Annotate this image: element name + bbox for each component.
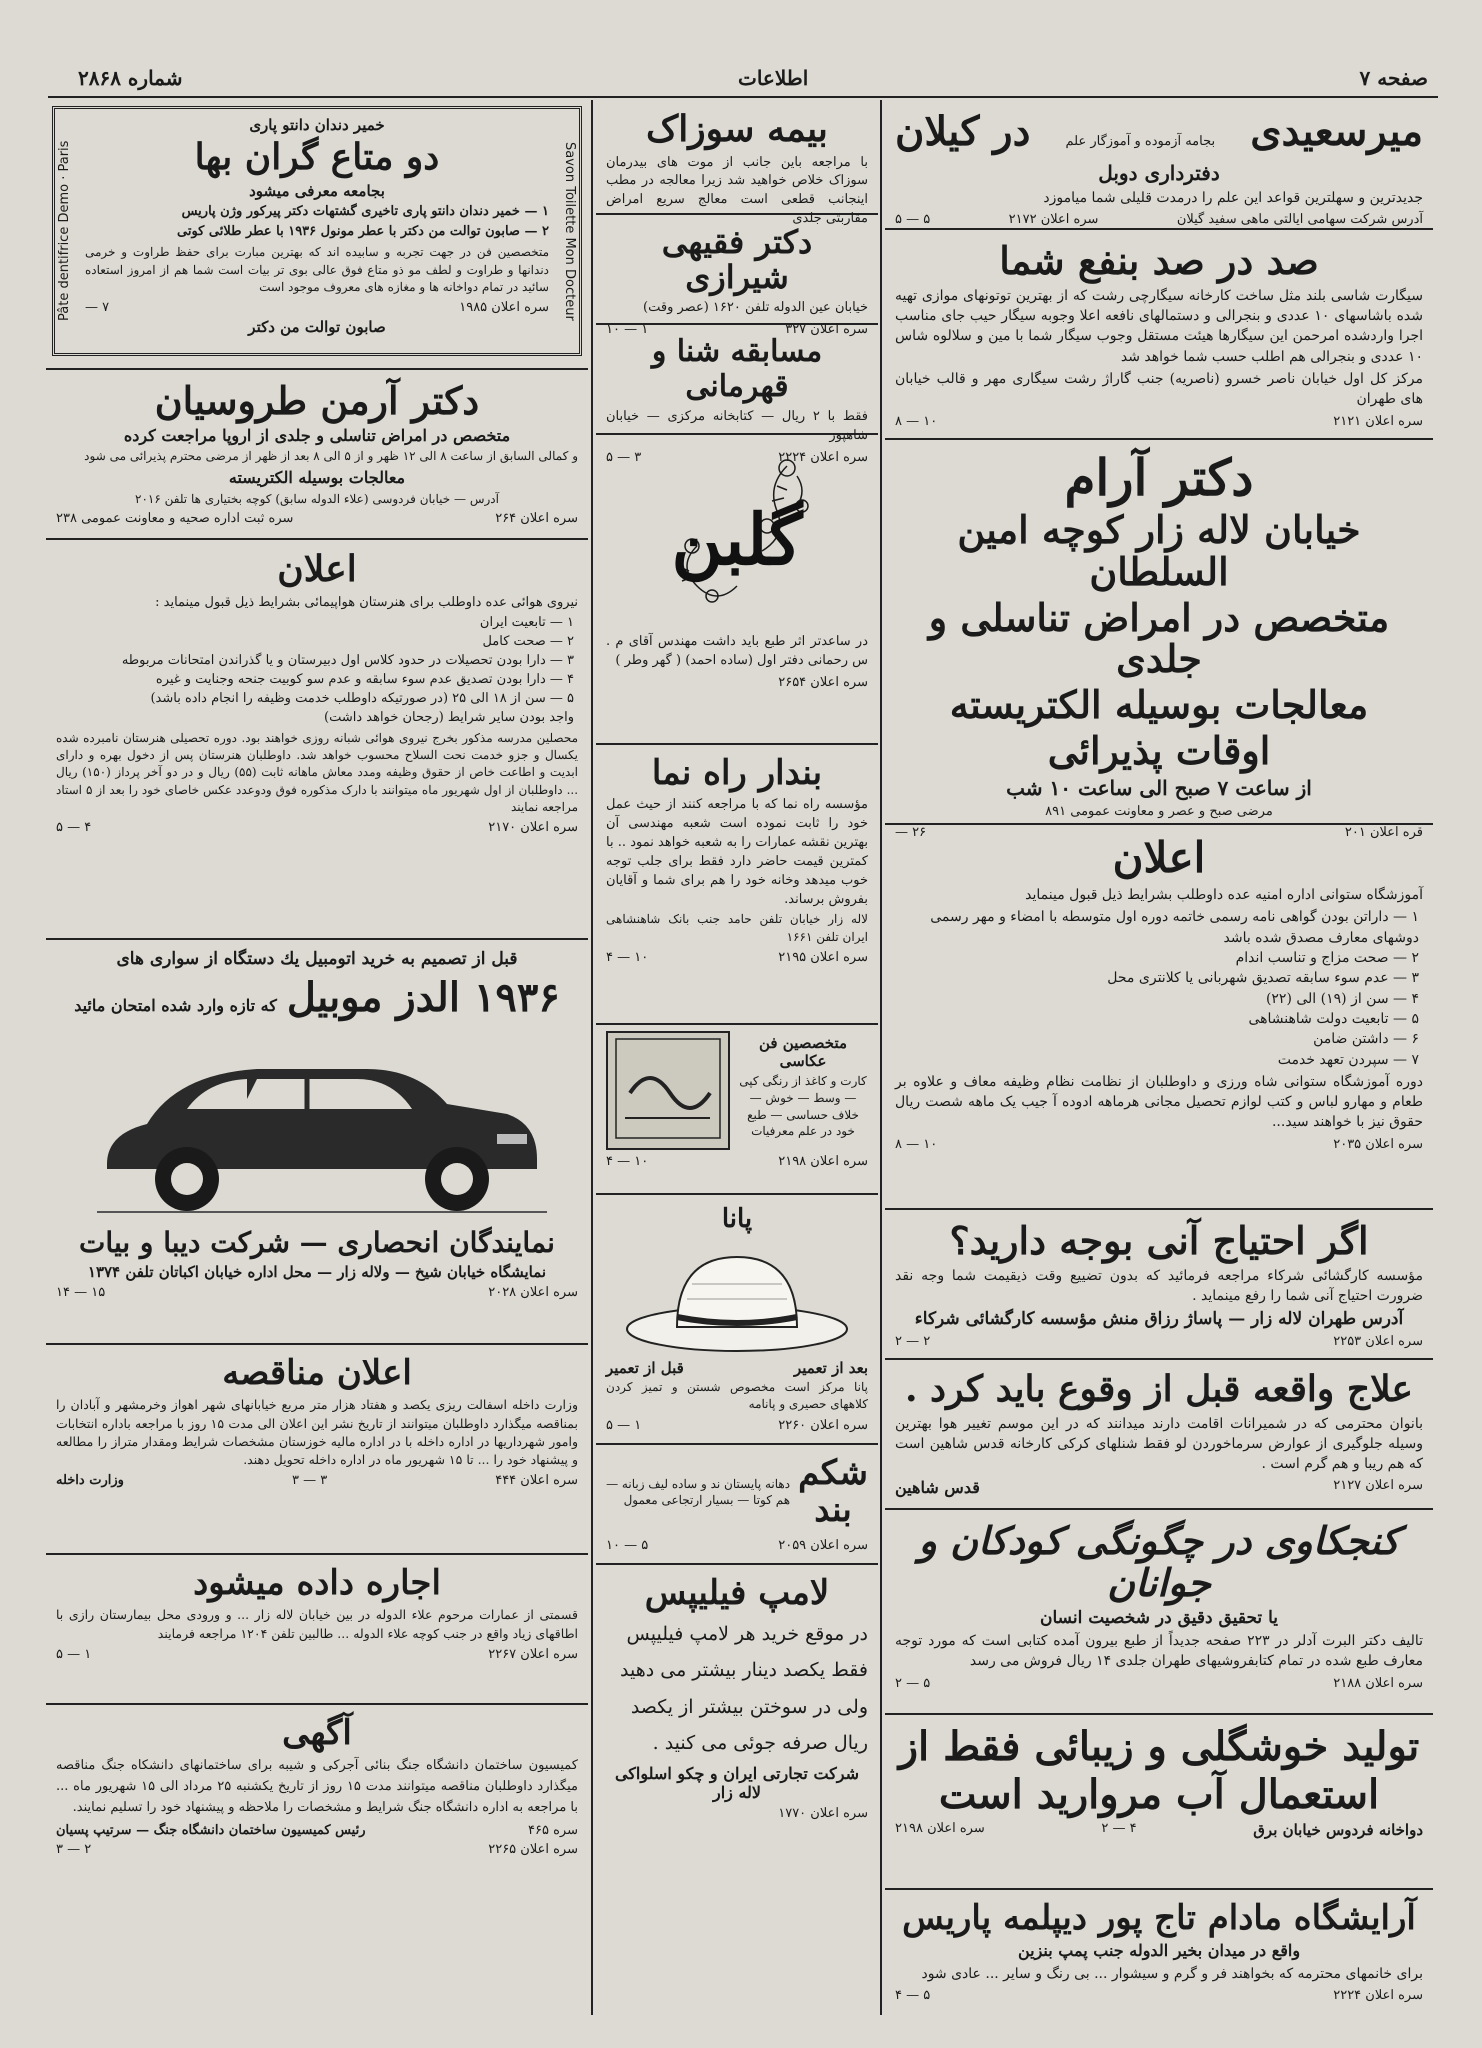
ad-line: اوقات پذیرائی [1047,727,1271,773]
ad-line: که تازه وارد شده امتحان مائید [74,996,277,1016]
ad-line: تولید خوشگلی و زیبائی فقط از [898,1723,1420,1770]
ad-title: دو متاع گران بها [194,136,440,178]
ad-code: ۵ — ۲ [895,1675,931,1691]
ad-label: قبل از تعمیر [606,1358,684,1377]
ad-ref: سره اعلان ۲۱۸۸ [1333,1675,1423,1691]
ad-title: اعلان [1112,833,1206,882]
ad-title-2: در کیلان [895,108,1031,155]
ad-address: دواخانه فردوس خیابان برق [1253,1821,1423,1839]
ad-text: متخصصین فن در جهت تجربه و سابیده اند که بهترین مبارت برای حفظ طراوت و خرمی دندانها و طراوت و لطف مو ذو متاع فوق عالی بوی تر بیات است شما هم از امروز استعاده سائید در تمام دواخانه ها و مغازه های معروف موجود است [85,245,550,295]
ad-address: آدرس شرکت سهامی ایالتی ماهی سفید گیلان [1176,212,1423,228]
ad-ref: سره اعلان ۲۶۴ [495,511,578,527]
list-item: ۵ — سن از ۱۸ الی ۲۵ (در صورتیکه داوطلب خدمت وظیفه را انجام داده باشد) [150,690,574,706]
ad-line: ۱ — خمیر دندان دانتو پاری تاخیری گشتهات دکتر پیرکور وژن پاریس [181,203,549,219]
paper-name: اطلاعات [738,66,809,90]
logo-text: گلبن [671,498,803,581]
list-item: ۱ — تابعیت ایران [479,615,574,631]
ad-ref: سره اعلان ۲۰۳۵ [1333,1136,1423,1152]
ad-text: در ساعدتر اثر طبع باید داشت مهندس آقای م . س رحمانی دفتر اول (ساده احمد) ( گهر وطر ) [606,634,868,668]
ad-text: کارت و کاغذ از رنگی کپی — وسط — خوش — خلاف حساسی — طبع خود در علم معرفیات [739,1074,867,1139]
ad-line: خیابان لاله زار کوچه امین السلطان [957,507,1361,594]
ad-signature: رئیس کمیسیون ساختمان دانشگاه جنگ — سرتیپ پسیان [56,1822,366,1838]
ad-code: ۲ — ۲ [895,1333,931,1349]
ad-title: اجاره داده میشود [193,1563,441,1603]
ad-title: صد در صد بنفع شما [999,238,1319,283]
ad-intro: آموزشگاه ستوانی اداره امنیه عده داوطلب بشرایط ذیل قبول مینماید [1025,887,1423,904]
ad-address: مرکز کل اول خیابان ناصر خسرو (ناصریه) جنب گاراژ رشت سیگاری مهر و قالب خیابان های طهران [895,370,1423,408]
ad-konjkavi [885,1510,1433,1715]
ad-brand: پانا [721,1204,753,1234]
ad-code: ۱۵ — ۱۴ [56,1285,106,1301]
ad-akasi [596,1025,878,1195]
ad-agent: نمایندگان انحصاری — شرکت دیبا و بیات [79,1226,555,1260]
ad-text: فقط با ۲ ریال — کتابخانه مرکزی — خیابان شاهپور [606,409,868,443]
ad-mosabeghe [596,325,878,465]
ad-title: اعلان [277,548,357,590]
ad-code: ۱۰ — ۸ [895,413,938,429]
ad-hours: از ساعت ۷ صبح الی ساعت ۱۰ شب [1006,775,1312,800]
ad-title: لامپ فیلیپس [644,1573,830,1613]
camera-logo-icon [610,1033,726,1144]
ad-ref: سره اعلان ۲۲۶۰ [778,1417,868,1433]
ad-line: معالجات بوسیله الکتریسته [228,468,406,488]
ad-morvarid [885,1715,1433,1890]
ad-faghihi [596,215,878,338]
ad-title: علاج واقعه قبل از وقوع باید کرد . [904,1368,1414,1410]
ad-title: بندار راه نما [651,753,823,793]
ad-ref: قره اعلان ۲۰۱ [1344,824,1423,840]
ad-text: پانا مرکز است مخصوص شستن و تمیز کردن کلاههای حصیری و پانامه [606,1379,868,1412]
ad-signature: وزارت داخله [56,1472,124,1488]
column-left [46,100,588,2015]
column-right [885,100,1433,2015]
column-rule [591,100,593,2015]
ad-bottom-line: صابون توالت من دکتر [248,318,386,337]
ad-ref: سره اعلان ۱۷۷۰ [778,1806,868,1822]
ad-text: وزارت داخله اسفالت ریزی یکصد و هفتاد هزار متر مربع خیابانهای شهر اهواز وخرمشهر و آبادان را بمناقصه میگذارد داوطلبان میتوانند از تاریخ نشر این اعلان الی مدت ۱۵ روز با مراجعه باداره انتخابات وامور شهرداریها در اداره داخله با در اداره مالیه خوزستان مشخصات شرایط ومقدار متراز را مطالعه و پیشنهاد خود را ... تا ۱۵ شهریور ماه در اداره داخله تحویل دهند. [56,1397,579,1467]
ad-text: در موقع خرید هر لامپ فیلیپس فقط یکصد دینار بیشتر می دهید ولی در سوختن بیشتر از یکصد ریال صرفه جوئی می کنید . [620,1623,868,1754]
ad-tajpur [885,1890,1433,2015]
ad-elan-havaii [46,540,588,940]
ad-title: مسابقه شنا و قهرمانی [651,334,823,404]
car-icon [77,1024,557,1224]
page-number: صفحه ۷ [1359,66,1428,90]
ad-code: ۱ — ۱۰ [606,322,649,338]
ad-oldsmobile [46,940,588,1345]
list-item: ۱ — داراتن بودن گواهی نامه رسمی خاتمه دوره اول متوسطه با امضاء و مهر رسمی دوشهای معارف مصدق شده باشد [930,909,1419,946]
ad-ejare [46,1555,588,1705]
ad-pana [596,1195,878,1445]
ad-title: دکتر آرام [1064,448,1254,507]
ad-address: آدرس — خیابان فردوسی (علاء الدوله سابق) کوچه بختیاری ها تلفن ۲۰۱۶ [135,491,499,506]
ad-intro: نیروی هوائی عده داوطلب برای هنرستان هواپیمائی بشرایط ذیل قبول مینماید : [155,594,578,610]
ad-shekamband [596,1445,878,1565]
ad-ref: سره اعلان ۲۶۵۴ [778,674,868,690]
ad-title: میرسعیدی [1250,108,1423,155]
ad-armen [46,370,588,540]
ad-code: ۵ — ۵ [895,212,931,228]
ad-text: تالیف دکتر البرت آدلر در ۲۲۳ صفحه جدیداً از طبع بیرون آمده کتابی است که مورد توجه معارف طبع شده در تمام کتابفروشیهای طهران جلدی ۱۴ ریال فروش می رسد [895,1632,1423,1670]
ad-text: برای خانمهای محترمه که بخواهند فر و گرم و سیشوار ... بی رنگ و سایر ... عادی شود [921,1965,1423,1982]
ad-ref: سره اعلان ۲۲۲۴ [1333,1987,1423,2003]
ad-elaj [885,1360,1433,1510]
list-item: ۲ — صحت مزاج و تناسب اندام [1235,950,1419,967]
list-item: ۷ — سپردن تعهد خدمت [1277,1051,1419,1068]
ad-code: ۵ — ۱۰ [606,1537,649,1553]
ad-code: ۱۰ — ۴ [606,950,649,966]
ad-ref: سره اعلان ۴۴۴ [495,1472,578,1488]
ad-code: ۱ — ۵ [606,1417,642,1433]
ad-ref: سره اعلان ۳۲۷ [785,322,868,338]
ad-khamir [46,100,588,370]
ad-ref: سره اعلان ۲۲۶۷ [488,1646,578,1662]
ad-title: شکم بند [798,1453,868,1531]
list-item: واجد بودن سایر شرایط (رجحان خواهد داشت) [324,709,574,725]
ad-subtitle: یا تحقیق دقیق در شخصیت انسان [1040,1607,1278,1628]
ad-bandar [596,745,878,1025]
ad-subtitle: بجامه آزموده و آموزگار علم [1065,134,1216,149]
ad-philips [596,1565,878,2015]
ad-text: بانوان محترمی که در شمیرانات اقامت دارند میدانند که در این موسم تغییر هوا بهترین وسیله جلوگیری از عوارض سرماخوردن لو فقط شنلهای کرکی کارخانه قدس شاهین است که هم ریبا و هم گرم است . [895,1415,1423,1473]
ad-code: ۲ — ۳ [56,1841,92,1857]
ad-title: کنجکاوی در چگونگی کودکان و جوانان [918,1518,1400,1605]
ad-top-line: خمیر دندان دانتو پاری [249,116,385,134]
ad-text: کمیسیون ساختمان دانشگاه جنگ بنائی آجرکی و شیبه برای ساختمانهای دانشکاه جنگ مناقصه میگذارد داوطلبان مناقصه میتوانند مدت ۱۵ روز از تاریخ یکشنبه ۲۵ مرداد الی ۱۵ شهریور ماه ... با مراجعه به اداره دانشگاه جنگ شرایط و مشخصات را ملاحظه و پیشنهاد خود را تسلیم نمایند. [56,1758,578,1815]
ad-title: متخصصین فن عکاسی [758,1034,847,1070]
ad-ref: سره اعلان ۲۲۵۳ [1333,1333,1423,1349]
ad-text: مؤسسه کارگشائی شرکاء مراجعه فرمائید که بدون تضییع وقت ذیقیمت شما وجه نقد ضرورت احتیاج آنی شما را رفع مینماید . [895,1267,1423,1305]
ad-subtitle: بجامعه معرفی میشود [249,181,385,200]
column-rule [880,100,882,2015]
side-label: Savon Toilette Mon Docteur [562,141,577,321]
ad-ref: سره اعلان ۲۱۲۱ [1333,413,1423,429]
ad-code: ۲۶ — [895,824,927,840]
ad-code: ۴ — ۲ [1101,1821,1137,1836]
ad-title: ۱۹۳۶ الدز موبیل [286,974,560,1022]
issue-number: شماره ۲۸۶۸ [78,66,183,90]
side-label: Pâte dentifrice Demo · Paris [57,140,72,322]
ad-title: اگر احتیاج آنی بوجه دارید؟ [949,1218,1369,1263]
ad-address: لاله زار خیابان تلفن حامد جنب بانک شاهنشاهی ایران تلفن ۱۶۶۱ [606,912,868,944]
ad-line: دفترداری دوبل [1098,161,1220,185]
ad-line: واقع در میدان بخیر الدوله جنب پمپ بنزین [1017,1941,1301,1961]
akasi-logo-box [606,1031,730,1150]
ad-brand: قدس شاهین [895,1478,980,1498]
list-item: ۳ — دارا بودن تحصیلات در حدود کلاس اول دبیرستان و یا گذراندن امتحانات مربوطه [121,653,574,669]
list-item: ۳ — عدم سوء سابقه تصدیق شهربانی یا کلانتری محل [1107,970,1419,987]
ad-elan-amnieh [885,825,1433,1210]
ad-code: ۷ — [85,300,110,316]
ad-title: دکتر آرمن طروسیان [154,378,480,423]
ad-address: نمایشگاه خیابان شیخ — ولاله زار — محل اداره خیابان اکباتان تلفن ۱۳۷۴ [87,1263,547,1282]
ad-ref: سره اعلان ۲۱۹۸ [895,1821,985,1836]
list-item: ۶ — داشتن ضامن [1313,1031,1419,1048]
ad-ref: سره اعلان ۲۱۷۲ [1008,212,1099,228]
masthead [48,60,1438,98]
ad-mirsaidi [885,100,1433,230]
column-middle [596,100,878,2015]
ad-text: جدیدترین و سهلترین قواعد این علم را درمدت قلیلی شما میاموزد [1043,190,1423,206]
ad-label: بعد از تعمیر [793,1358,868,1377]
ad-code: ۱ — ۵ [56,1646,92,1662]
ad-line: متخصص در امراض تناسلی و جلدی از اروپا مراجعت کرده [123,425,511,445]
ad-monaghese [46,1345,588,1555]
ad-text: با مراجعه باین جانب از موت های بیدرمان سوزاک خلاص خواهید شد زیرا معالجه در مطب اینجانب قطعی است معالج سریع امراض مقاربتی جلدی [606,154,868,227]
ad-code: سره ثبت اداره صحیه و معاونت عمومی ۲۳۸ [56,511,294,527]
ad-ref: سره اعلان ۲۰۵۹ [778,1537,868,1553]
ad-ref: سره اعلان ۲۱۹۸ [778,1154,868,1169]
ad-ref: سره اعلان ۲۱۲۷ [1333,1478,1423,1494]
flower-ornament-icon [637,446,837,626]
ad-line: ۲ — صابون توالت من دکتر با عطر مونول ۱۹۳۶ با عطر طلائی کوتی [177,224,549,240]
ad-text: دهانه پایستان ند و ساده لیف زبانه — هم کوتا — بسیار ارتجاعی معمول [606,1476,791,1508]
ad-code: ۱۰ — ۴ [606,1154,649,1169]
ad-ref: سره اعلان ۲۰۲۸ [488,1285,578,1301]
ad-text: محصلین مدرسه مذکور بخرج نیروی هوائی شبانه روزی خواهند بود. دوره تحصیلی هنرستان نامبرده شده یکسال و جزو خدمت نحت السلاح محسوب خواهد شد. داوطلبان هنرستان پس از دخول بهره و دارای ابدیت و اطاعت خاص از حقوق وظیفه ومدد معاش ماهانه ثابت (۵۵) ریال و در دو آخر پرداز (۱۵۰) ریال ... داوطلبان از اول شهریور ماه میتوانند با دارک مذکوره فوق ودوعدد عکس خاصای خود را بعد از ۵ استاد مراجعه نمایند [56,730,579,815]
ad-ref: سره اعلان ۱۹۸۵ [459,300,549,316]
ad-address: آدرس طهران لاله زار — پاساژ رزاق منش مؤسسه کارگشائی شرکاء [914,1309,1404,1330]
ad-ref: سره اعلان ۲۱۹۵ [778,950,868,966]
ad-agahi [46,1705,588,2015]
list-item: ۲ — صحت کامل [482,634,574,650]
ad-title: بیمه سوزاک [646,108,828,150]
ad-title: اعلان مناقصه [222,1353,412,1393]
ad-title: آگهی [282,1713,352,1753]
ad-code: ۱۰ — ۸ [895,1136,938,1152]
ad-code: ۳ — ۳ [291,1472,328,1488]
ad-line: معالجات بوسیله الکتریسته [949,682,1369,728]
ad-ref: سره اعلان ۲۱۷۰ [488,820,578,836]
list-item: ۴ — دارا بودن تصدیق عدم سوء سابقه و عدم سو کوبیت جنحه وجنایت و غیره [155,671,574,687]
ad-code: ۵ — ۴ [895,1987,931,2003]
ad-ehtiaj [885,1210,1433,1360]
ad-text: خیابان عین الدوله تلفن ۱۶۲۰ (عصر وقت) [643,300,868,316]
ad-golbon [596,435,878,745]
list-item: ۵ — تابعیت دولت شاهنشاهی [1248,1010,1419,1027]
ad-line: متخصص در امراض تناسلی و جلدی [928,594,1390,682]
ad-text: قسمتی از عمارات مرحوم علاء الدوله در بین خیابان لاله زار ... و ورودی محل بیمارستان رازی با اطاقهای زیاد واقع در جنب کوچه علاء الدوله ... طالبین تلفن ۱۲۰۴ مراجعه فرمایند [56,1607,578,1641]
list-item: ۴ — سن از (۱۹) الی (۲۲) [1265,990,1419,1007]
ad-ref: سره اعلان ۲۲۲۴ [778,449,868,465]
ad-sadar [885,230,1433,440]
ad-line: قبل از تصمیم به خرید اتومبیل یك دستگاه از سواری های [116,949,518,969]
golbon-logo [606,441,868,631]
ad-dr-aram [885,440,1433,840]
ad-line: استعمال آب مروارید است [938,1771,1380,1818]
ad-ref: سره ۴۶۵ [528,1822,578,1838]
hat-icon [617,1239,857,1359]
ad-text: مؤسسه راه نما که با مراجعه کنند از حیث عمل خود را ثابت نموده است شعبه مهندسی آن بهترین نقشه عمارات را به شعبه خواهد نمود .. با کمترین قیمت حاضر دارد فقط برای جلب توجه خوب میدهد وخانه خود را هم برای شما و آقایان بفروش برساند. [606,797,868,907]
ad-code: ۳ — ۵ [606,449,642,465]
ad-code: ۴ — ۵ [56,820,92,836]
ad-title: آرایشگاه مادام تاج پور دیپلمه پاریس [902,1898,1416,1938]
ad-text: و کمالی السابق از ساعت ۸ الی ۱۲ ظهر و از ۵ الی ۸ بعد از ظهر از مرضی محترم پذیرائی می شود [84,448,578,463]
ad-note: مرضی صبح و عصر و معاونت عمومی ۸۹۱ [1045,803,1273,819]
ad-title: دکتر فقیهی شیرازی [661,223,813,297]
ad-company: شرکت تجارتی ایران و چکو اسلواکی لاله زار [614,1763,860,1802]
ad-bime [596,100,878,227]
ad-text: سیگارت شاسی بلند مثل ساخت کارخانه سیگارچی رشت که از بهترین توتونهای موازی تهیه شده باشاسهای ۱۰ عددی و بنجرالی و دستمالهای نافعه اعلا وجوبه سیگار حیب جای مناسب اجرا واردشده امرحمن این سیگارها هیئت مستقل وجوب سیگار شما با مین و سلالوه شاس ۱۰ عددی و بنجرالی هم اطلب حسب شما خواهد شد [895,287,1423,365]
ad-ref: سره اعلان ۲۲۶۵ [488,1841,578,1857]
ad-text: دوره آموزشگاه ستوانی شاه ورزی و داوطلبان از نظامت نظام وظیفه معاف و علاوه بر طعام و مهارو لباس و کتب لوازم تحصیل مجانی هرماهه ادوده آ جیب یک ماهه شصت ریال حقوق نیز با خواهند سید... [895,1073,1423,1131]
